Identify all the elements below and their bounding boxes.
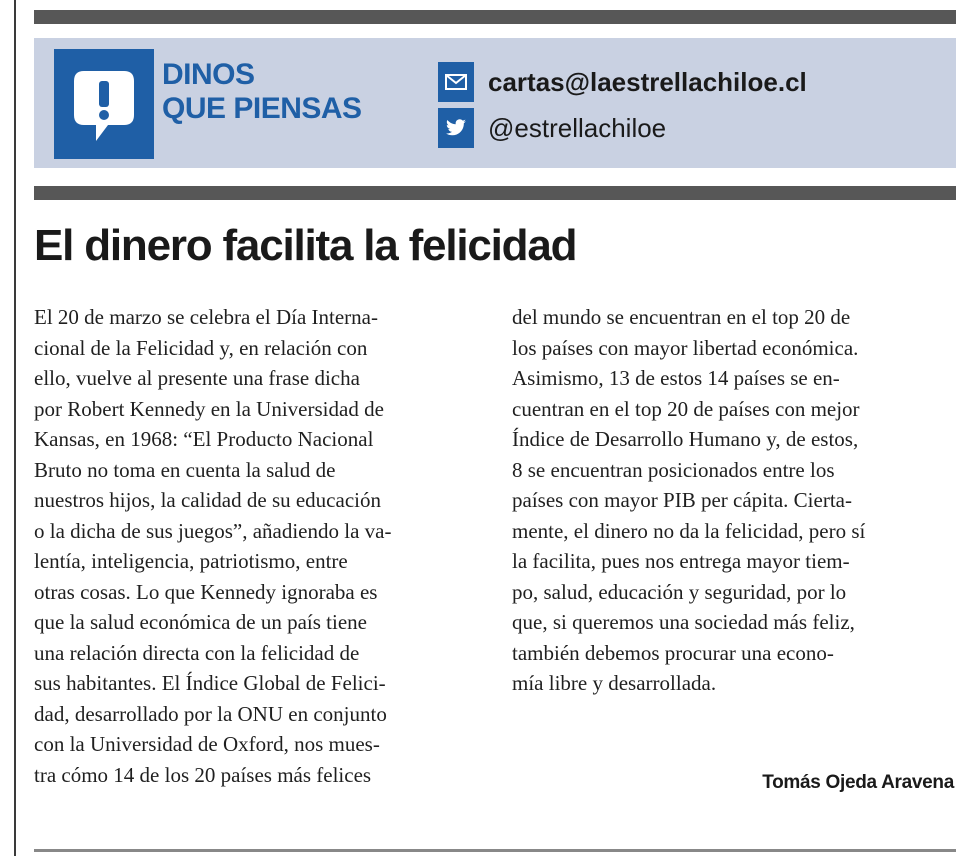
article-text-line: también debemos procurar una econo- <box>512 640 834 665</box>
article-text-line: lentía, inteligencia, patriotismo, entre <box>34 549 348 573</box>
article-right-column <box>512 302 958 699</box>
article-text-line: 8 se encuentran posicionados entre los <box>512 457 835 482</box>
article-text-line: la facilita, pues nos entrega mayor tiem- <box>512 549 850 573</box>
article-text-line: o la dicha de sus juegos”, añadiendo la va- <box>34 518 392 543</box>
article-left-column <box>34 302 484 790</box>
article-text-line: con la Universidad de Oxford, nos mues- <box>34 732 380 756</box>
article-text-line: nuestros hijos, la calidad de su educación <box>34 488 381 512</box>
article-text-line: cuentran en el top 20 de países con mejor <box>512 396 860 421</box>
article-text-line: los países con mayor libertad económica. <box>512 335 859 360</box>
twitter-handle[interactable]: @estrellachiloe <box>488 112 667 143</box>
article-text-line: ello, vuelve al presente una frase dicha <box>34 366 360 390</box>
bottom-rule <box>34 849 956 852</box>
article-text-line: Bruto no toma en cuenta la salud de <box>34 457 336 482</box>
twitter-contact[interactable] <box>438 108 666 148</box>
article-text-line: por Robert Kennedy en la Universidad de <box>34 396 384 421</box>
section-title-line1: DINOS <box>162 58 255 91</box>
article-text-line: otras cosas. Lo que Kennedy ignoraba es <box>34 579 378 604</box>
article-text-line: del mundo se encuentran en el top 20 de <box>512 305 851 329</box>
article-text-line: tra cómo 14 de los 20 países más felices <box>34 762 372 787</box>
article-text-line: Asimismo, 13 de estos 14 países se en- <box>512 366 840 390</box>
article-text-line: sus habitantes. El Índice Global de Felici- <box>34 671 386 695</box>
email-link[interactable]: cartas@laestrellachiloe.cl <box>488 66 807 97</box>
email-contact[interactable] <box>438 62 807 102</box>
article-text-line: po, salud, educación y seguridad, por lo <box>512 579 847 604</box>
article-text-line: países con mayor PIB per cápita. Cierta- <box>512 488 852 512</box>
section-top-bar <box>34 10 956 24</box>
article-text-line: Índice de Desarrollo Humano y, de estos, <box>512 427 859 451</box>
article-top-bar <box>34 186 956 200</box>
article-headline: El dinero facilita la felicidad <box>34 221 577 270</box>
section-title <box>162 58 362 126</box>
article-text-line: mía libre y desarrollada. <box>512 671 717 695</box>
article-text-line: Kansas, en 1968: “El Producto Nacional <box>34 427 374 451</box>
exclamation-speech-icon <box>54 49 154 159</box>
article-text-line: que, si queremos una sociedad más feliz, <box>512 610 855 634</box>
article-text-line: una relación directa con la felicidad de <box>34 640 360 665</box>
article-text-line: que la salud económica de un país tiene <box>34 610 367 634</box>
letters-section-header <box>34 38 956 168</box>
twitter-bird-icon <box>438 108 474 148</box>
article-text-line: El 20 de marzo se celebra el Día Interna- <box>34 305 378 329</box>
envelope-icon <box>438 62 474 102</box>
article-text-line: mente, el dinero no da la felicidad, pero sí <box>512 518 866 543</box>
article-text-line: cional de la Felicidad y, en relación con <box>34 335 368 360</box>
section-title-line2: QUE PIENSAS <box>162 92 362 125</box>
page-edge-rule <box>14 0 16 856</box>
article-author: Tomás Ojeda Aravena <box>762 772 954 793</box>
article-text-line: dad, desarrollado por la ONU en conjunto <box>34 701 387 726</box>
